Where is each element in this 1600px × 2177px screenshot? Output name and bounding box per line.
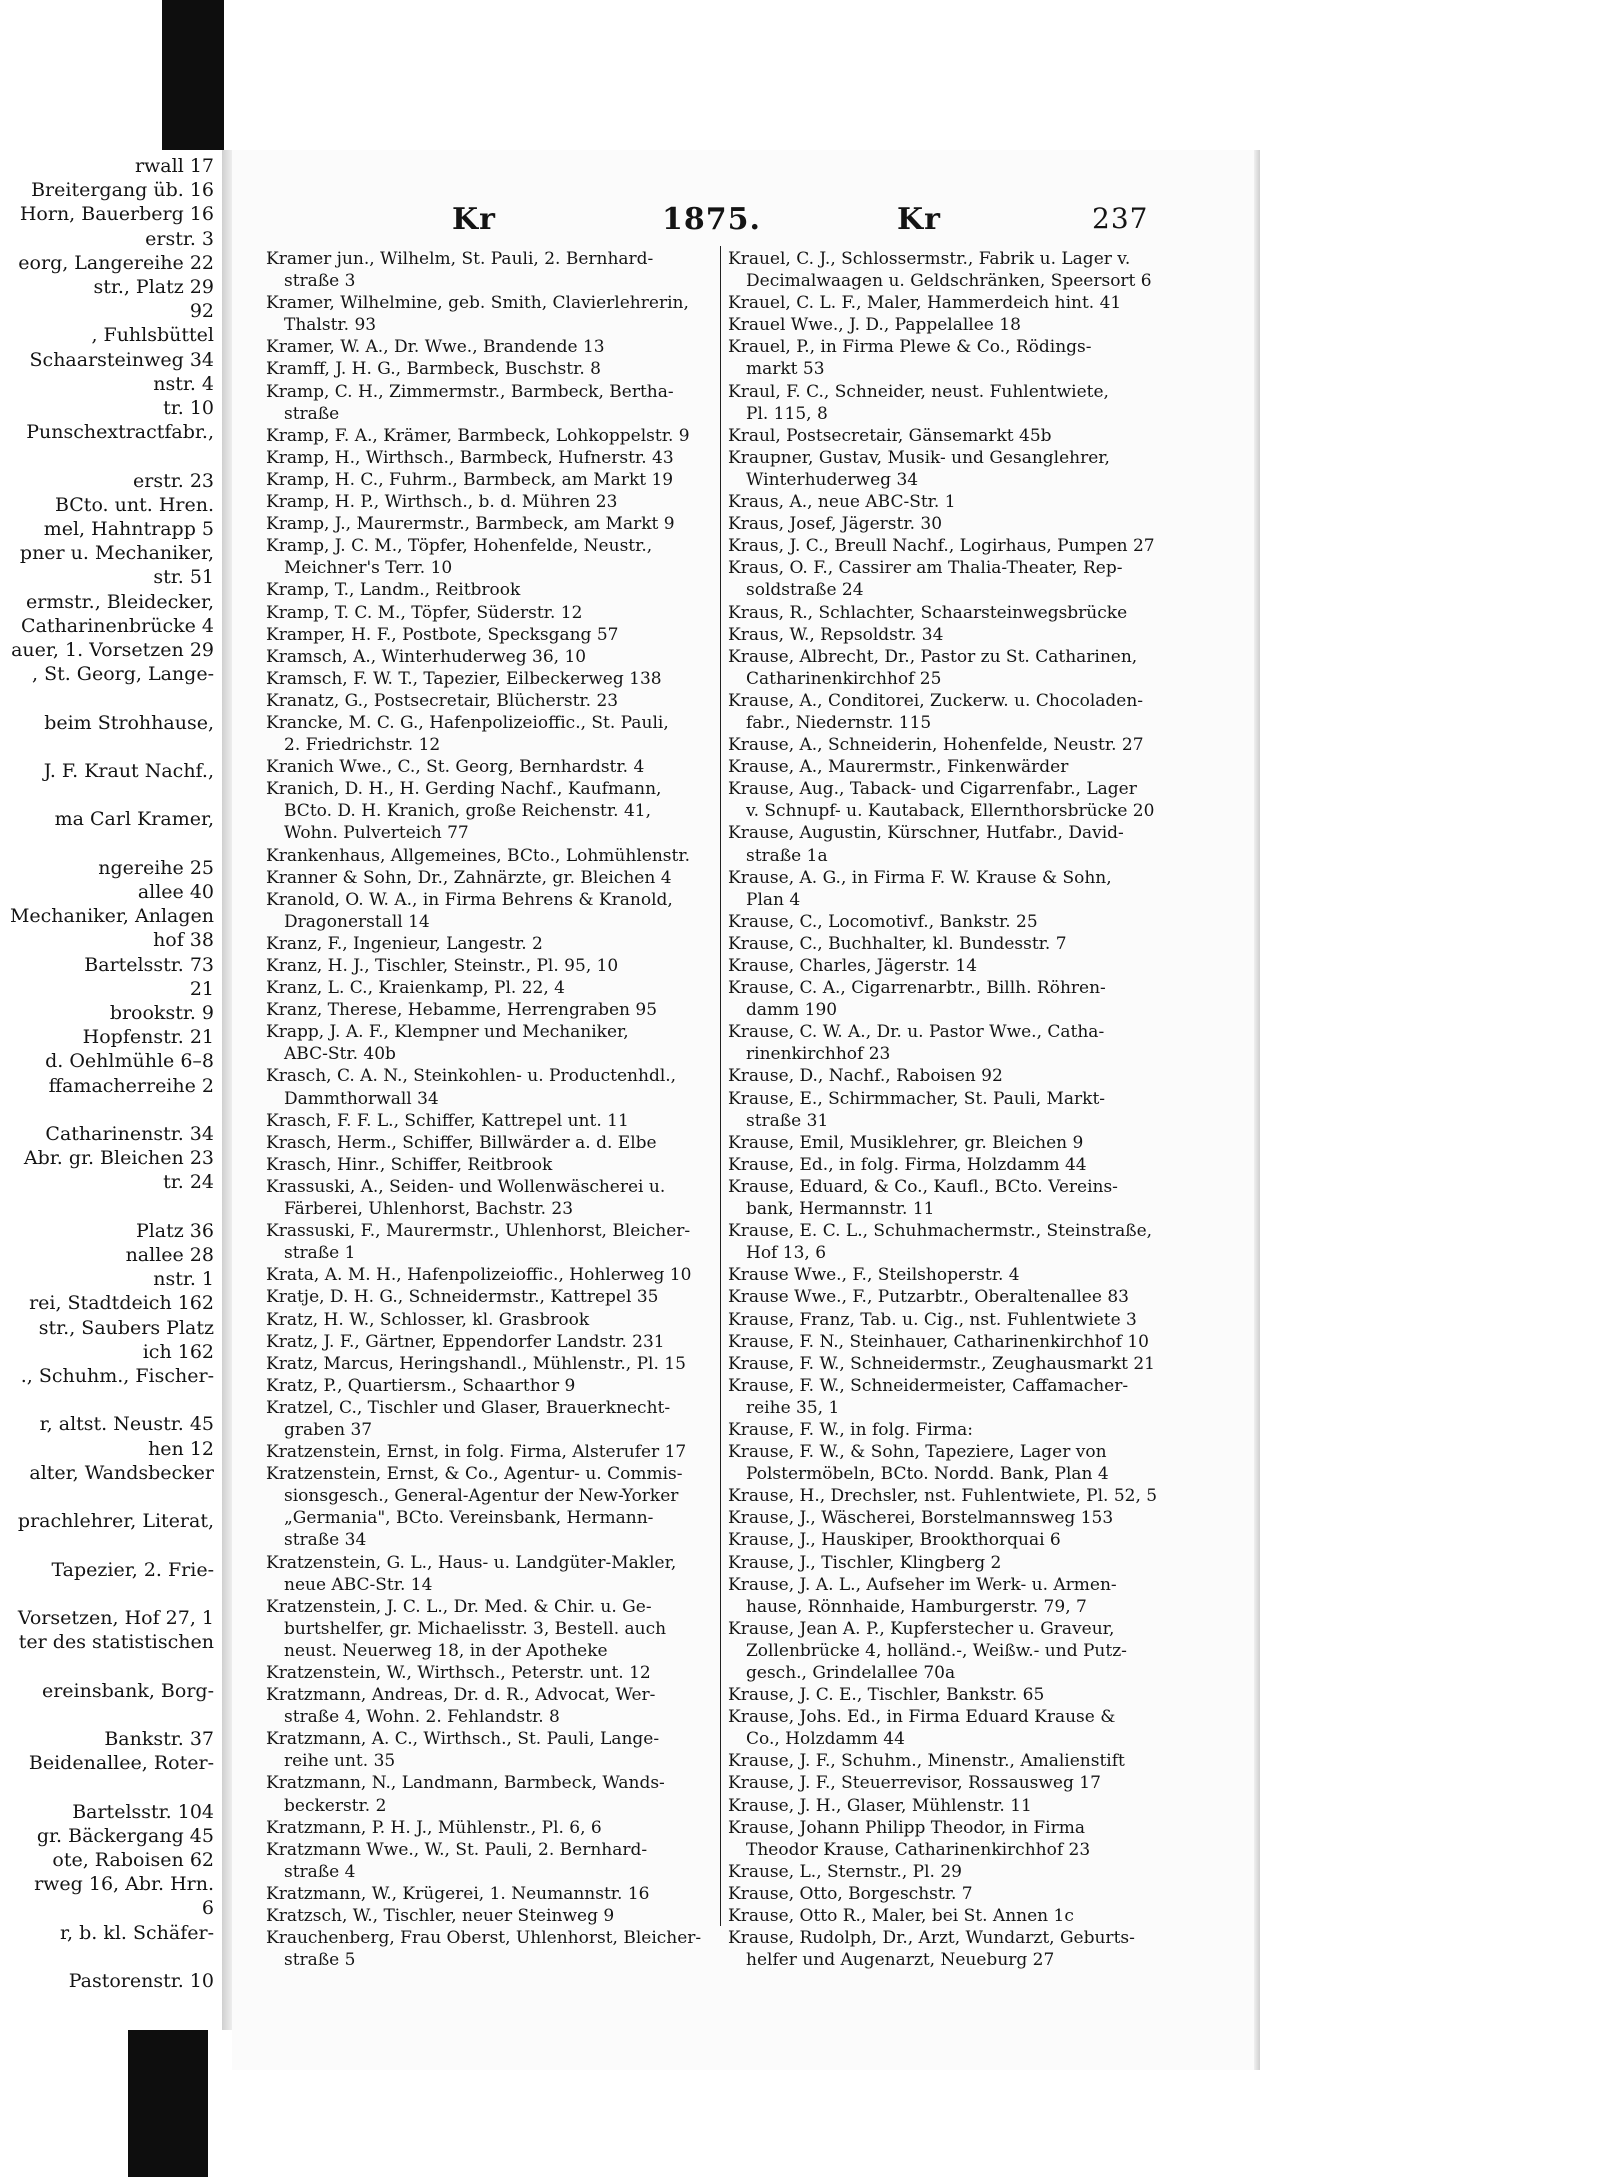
directory-entry-line: Krause, H., Drechsler, nst. Fuhlentwiete, Pl. 52, 5 bbox=[728, 1486, 1158, 1507]
directory-entry-line: Krause, Aug., Taback- und Cigarrenfabr., Lager bbox=[728, 779, 1137, 800]
entry-continuation-line: sionsgesch., General-Agentur der New-Yorker bbox=[284, 1486, 679, 1507]
left-page-line-fragment: ote, Raboisen 62 bbox=[52, 1849, 214, 1871]
left-page-line-fragment: erstr. 23 bbox=[133, 469, 214, 492]
directory-entry-line: Krauchenberg, Frau Oberst, Uhlenhorst, Bleicher- bbox=[266, 1928, 702, 1949]
entry-continuation-line: fabr., Niedernstr. 115 bbox=[746, 712, 932, 733]
directory-entry-line: Krause, Johs. Ed., in Firma Eduard Krause & bbox=[728, 1707, 1116, 1728]
directory-entry-line: Krause, J. A. L., Aufseher im Werk- u. Armen- bbox=[728, 1574, 1117, 1595]
directory-entry-line: Kramp, F. A., Krämer, Barmbeck, Lohkoppelstr. 9 bbox=[266, 425, 690, 446]
directory-entry-line: Kraus, W., Repsoldstr. 34 bbox=[728, 624, 944, 645]
entry-continuation-line: Catharinenkirchhof 25 bbox=[746, 668, 942, 689]
left-page-line-fragment: ermstr., Bleidecker, bbox=[25, 590, 214, 613]
entry-continuation-line: ABC-Str. 40b bbox=[284, 1044, 396, 1065]
directory-entry-line: Krause, F. N., Steinhauer, Catharinenkirchhof 10 bbox=[728, 1331, 1149, 1352]
entries-column-left bbox=[266, 248, 718, 1971]
left-page-line-fragment: rei, Stadtdeich 162 bbox=[29, 1292, 214, 1315]
entry-continuation-line: bank, Hermannstr. 11 bbox=[746, 1199, 935, 1220]
directory-entry-line: Krankenhaus, Allgemeines, BCto., Lohmühlenstr. bbox=[266, 845, 690, 866]
directory-entry-line: Krauel Wwe., J. D., Pappelallee 18 bbox=[728, 315, 1021, 336]
directory-entry-line: Krause, J. H., Glaser, Mühlenstr. 11 bbox=[728, 1795, 1032, 1816]
left-page-line-fragment: 6 bbox=[201, 1897, 214, 1920]
directory-entry-line: Kranz, L. C., Kraienkamp, Pl. 22, 4 bbox=[266, 978, 565, 999]
entry-continuation-line: Hof 13, 6 bbox=[746, 1243, 827, 1264]
entry-continuation-line: „Germania", BCto. Vereinsbank, Hermann- bbox=[284, 1508, 654, 1529]
left-page-line-fragment: tr. 24 bbox=[163, 1171, 214, 1194]
binding-shadow-top bbox=[162, 0, 224, 150]
directory-entry-line: Kratz, P., Quartiersm., Schaarthor 9 bbox=[266, 1375, 576, 1396]
directory-entry-line: Kramer jun., Wilhelm, St. Pauli, 2. Bernhard- bbox=[266, 249, 654, 269]
directory-entry-line: Kraul, F. C., Schneider, neust. Fuhlentwiete, bbox=[728, 381, 1109, 402]
left-page-line-fragment: str., Platz 29 bbox=[93, 276, 214, 298]
left-page-line-fragment: , Fuhlsbüttel bbox=[91, 324, 214, 347]
directory-entry-line: Kramper, H. F., Postbote, Specksgang 57 bbox=[266, 624, 619, 645]
left-page-line-fragment: rweg 16, Abr. Hrn. bbox=[34, 1873, 214, 1896]
directory-entry-line: Krause, Otto R., Maler, bei St. Annen 1c bbox=[728, 1906, 1074, 1927]
left-page-line-fragment: Catharinenstr. 34 bbox=[45, 1123, 214, 1145]
directory-entry-line: Kramsch, F. W. T., Tapezier, Eilbeckerweg 138 bbox=[266, 668, 662, 689]
directory-entry-line: Kratzenstein, W., Wirthsch., Peterstr. unt. 12 bbox=[266, 1663, 651, 1683]
directory-entry-line: Kratzmann, W., Krügerei, 1. Neumannstr. 16 bbox=[266, 1883, 650, 1904]
directory-entry-line: Kratzenstein, G. L., Haus- u. Landgüter-Makler, bbox=[266, 1552, 677, 1573]
directory-entry-line: Kratzenstein, Ernst, & Co., Agentur- u. Commis- bbox=[266, 1464, 683, 1485]
directory-entry-line: Kratzel, C., Tischler und Glaser, Brauerknecht- bbox=[266, 1397, 671, 1418]
directory-entry-line: Kraus, R., Schlachter, Schaarsteinwegsbrücke bbox=[728, 602, 1128, 623]
entry-continuation-line: straße 4, Wohn. 2. Fehlandstr. 8 bbox=[284, 1707, 560, 1728]
directory-entry-line: Krasch, C. A. N., Steinkohlen- u. Productenhdl., bbox=[266, 1066, 677, 1087]
left-page-line-fragment: Platz 36 bbox=[135, 1219, 214, 1242]
directory-entry-line: Kraus, O. F., Cassirer am Thalia-Theater, Rep- bbox=[728, 558, 1123, 579]
left-page-line-fragment: hof 38 bbox=[153, 929, 214, 952]
left-page-line-fragment: , St. Georg, Lange- bbox=[31, 663, 214, 686]
left-page-line-fragment: ich 162 bbox=[142, 1340, 214, 1363]
entry-continuation-line: 2. Friedrichstr. 12 bbox=[284, 735, 441, 756]
left-page-fragment bbox=[0, 155, 223, 1995]
entry-continuation-line: Wohn. Pulverteich 77 bbox=[284, 823, 469, 844]
entry-continuation-line: Theodor Krause, Catharinenkirchhof 23 bbox=[746, 1839, 1091, 1860]
left-page-line-fragment: 21 bbox=[189, 977, 214, 1000]
directory-entry-line: Kranich Wwe., C., St. Georg, Bernhardstr. 4 bbox=[266, 757, 645, 778]
directory-entry-line: Krassuski, A., Seiden- und Wollenwäscherei u. bbox=[266, 1176, 666, 1197]
directory-entry-line: Kranz, H. J., Tischler, Steinstr., Pl. 95, 10 bbox=[266, 956, 619, 976]
left-page-line-fragment: nstr. 4 bbox=[153, 372, 214, 395]
directory-entry-line: Krause, E. C. L., Schuhmachermstr., Steinstraße, bbox=[728, 1221, 1153, 1242]
directory-entry-line: Krause, J., Tischler, Klingberg 2 bbox=[728, 1552, 1002, 1573]
directory-entry-line: Krasch, F. F. L., Schiffer, Kattrepel unt. 11 bbox=[266, 1110, 629, 1131]
directory-entry-line: Kramp, H., Wirthsch., Barmbeck, Hufnerstr. 43 bbox=[266, 447, 674, 468]
directory-entry-line: Krause, C. W. A., Dr. u. Pastor Wwe., Catha- bbox=[728, 1022, 1105, 1043]
left-page-line-fragment: BCto. unt. Hren. bbox=[54, 493, 214, 516]
left-page-line-fragment: str. 51 bbox=[153, 566, 214, 589]
directory-page bbox=[232, 150, 1260, 2070]
directory-entry-line: Krause, Emil, Musiklehrer, gr. Bleichen 9 bbox=[728, 1132, 1084, 1153]
directory-entry-line: Krause, J., Hauskiper, Brookthorquai 6 bbox=[728, 1530, 1061, 1551]
directory-entry-line: Kratje, D. H. G., Schneidermstr., Kattrepel 35 bbox=[266, 1287, 659, 1308]
directory-entry-line: Kramsch, A., Winterhuderweg 36, 10 bbox=[266, 646, 587, 667]
entry-continuation-line: neust. Neuerweg 18, in der Apotheke bbox=[284, 1640, 608, 1661]
entry-continuation-line: Dammthorwall 34 bbox=[284, 1088, 439, 1109]
directory-entry-line: Krause Wwe., F., Steilshoperstr. 4 bbox=[728, 1265, 1020, 1286]
left-page-line-fragment: nstr. 1 bbox=[153, 1268, 214, 1291]
directory-entry-line: Kramp, J., Maurermstr., Barmbeck, am Markt 9 bbox=[266, 514, 675, 535]
left-page-line-fragment: ., Schuhm., Fischer- bbox=[20, 1365, 214, 1387]
left-page-line-fragment: prachlehrer, Literat, bbox=[17, 1510, 214, 1533]
entry-continuation-line: Co., Holzdamm 44 bbox=[746, 1729, 905, 1750]
entry-continuation-line: helfer und Augenarzt, Neueburg 27 bbox=[746, 1950, 1055, 1971]
left-page-line-fragment: eorg, Langereihe 22 bbox=[18, 251, 214, 274]
left-page-line-fragment: Hopfenstr. 21 bbox=[82, 1026, 214, 1049]
directory-entry-line: Kranz, Therese, Hebamme, Herrengraben 95 bbox=[266, 1000, 658, 1021]
directory-entry-line: Kraus, Josef, Jägerstr. 30 bbox=[728, 514, 943, 535]
directory-entry-line: Kramff, J. H. G., Barmbeck, Buschstr. 8 bbox=[266, 359, 602, 380]
entry-continuation-line: graben 37 bbox=[284, 1419, 373, 1440]
directory-entry-line: Kratzenstein, Ernst, in folg. Firma, Alsterufer 17 bbox=[266, 1442, 687, 1463]
entry-continuation-line: beckerstr. 2 bbox=[284, 1795, 387, 1816]
page-header bbox=[232, 202, 1232, 242]
left-page-line-fragment: nallee 28 bbox=[125, 1244, 214, 1266]
directory-entry-line: Krasch, Herm., Schiffer, Billwärder a. d. Elbe bbox=[266, 1132, 657, 1153]
directory-entry-line: Krause, A., Conditorei, Zuckerw. u. Chocoladen- bbox=[728, 690, 1144, 711]
left-page-line-fragment: Horn, Bauerberg 16 bbox=[19, 203, 214, 226]
directory-entry-line: Krause, A. G., in Firma F. W. Krause & Sohn, bbox=[728, 867, 1112, 888]
directory-entry-line: Kramp, H. P., Wirthsch., b. d. Mühren 23 bbox=[266, 492, 618, 513]
left-page-line-fragment: Punschextractfabr., bbox=[26, 421, 214, 444]
directory-entry-line: Krause, C., Locomotivf., Bankstr. 25 bbox=[728, 911, 1038, 932]
entry-continuation-line: Thalstr. 93 bbox=[284, 315, 377, 336]
directory-entry-line: Kratz, J. F., Gärtner, Eppendorfer Landstr. 231 bbox=[266, 1331, 665, 1352]
left-page-line-fragment: Vorsetzen, Hof 27, 1 bbox=[17, 1607, 214, 1629]
directory-entry-line: Kramp, T. C. M., Töpfer, Süderstr. 12 bbox=[266, 602, 583, 623]
entry-continuation-line: straße bbox=[284, 403, 340, 424]
directory-entry-line: Kranner & Sohn, Dr., Zahnärzte, gr. Bleichen 4 bbox=[266, 867, 672, 888]
directory-entry-line: Kratz, Marcus, Heringshandl., Mühlenstr., Pl. 15 bbox=[266, 1353, 686, 1374]
left-page-line-fragment: alter, Wandsbecker bbox=[29, 1461, 214, 1484]
entry-continuation-line: Pl. 115, 8 bbox=[746, 403, 828, 424]
left-page-line-fragment: pner u. Mechaniker, bbox=[19, 542, 214, 565]
directory-entry-line: Krause, J. F., Steuerrevisor, Rossausweg 17 bbox=[728, 1773, 1101, 1794]
directory-entry-line: Kratzmann, Andreas, Dr. d. R., Advocat, Wer- bbox=[266, 1685, 656, 1706]
left-page-line-fragment: mel, Hahntrapp 5 bbox=[43, 518, 214, 540]
entry-continuation-line: v. Schnupf- u. Kautaback, Ellernthorsbrücke 20 bbox=[746, 801, 1155, 822]
directory-entry-line: Kranold, O. W. A., in Firma Behrens & Kranold, bbox=[266, 889, 673, 910]
entries-column-right bbox=[728, 248, 1198, 1971]
left-page-line-fragment: Bartelsstr. 104 bbox=[72, 1800, 214, 1823]
directory-entry-line: Krassuski, F., Maurermstr., Uhlenhorst, Bleicher- bbox=[266, 1221, 691, 1242]
header-year: 1875. bbox=[662, 202, 761, 237]
left-page-line-fragment: Tapezier, 2. Frie- bbox=[51, 1558, 214, 1581]
directory-entry-line: Krause, L., Sternstr., Pl. 29 bbox=[728, 1861, 962, 1882]
entry-continuation-line: Polstermöbeln, BCto. Nordd. Bank, Plan 4 bbox=[746, 1464, 1109, 1485]
directory-entry-line: Krause, Jean A. P., Kupferstecher u. Graveur, bbox=[728, 1618, 1115, 1639]
directory-entry-line: Krauel, C. J., Schlossermstr., Fabrik u. Lager v. bbox=[728, 249, 1131, 269]
entry-continuation-line: soldstraße 24 bbox=[746, 580, 864, 601]
directory-entry-line: Krause, D., Nachf., Raboisen 92 bbox=[728, 1066, 1003, 1087]
directory-entry-line: Krause, A., Schneiderin, Hohenfelde, Neustr. 27 bbox=[728, 735, 1144, 756]
entry-continuation-line: straße 4 bbox=[284, 1861, 356, 1882]
entry-continuation-line: rinenkirchhof 23 bbox=[746, 1044, 891, 1065]
directory-entry-line: Krause, A., Maurermstr., Finkenwärder bbox=[728, 757, 1069, 778]
entry-continuation-line: straße 34 bbox=[284, 1530, 367, 1551]
left-page-line-fragment: str., Saubers Platz bbox=[38, 1316, 214, 1339]
left-page-line-fragment: hen 12 bbox=[148, 1437, 214, 1460]
directory-entry-line: Krauel, P., in Firma Plewe & Co., Rödings- bbox=[728, 337, 1092, 358]
page-edge-right bbox=[1254, 150, 1260, 2070]
directory-entry-line: Kratzmann, N., Landmann, Barmbeck, Wands- bbox=[266, 1773, 665, 1794]
entry-continuation-line: straße 1 bbox=[284, 1243, 356, 1264]
entry-continuation-line: reihe unt. 35 bbox=[284, 1751, 396, 1772]
directory-entry-line: Krause, F. W., in folg. Firma: bbox=[728, 1419, 973, 1440]
directory-entry-line: Krause, F. W., Schneidermstr., Zeughausmarkt 21 bbox=[728, 1353, 1155, 1374]
left-page-line-fragment: d. Oehlmühle 6–8 bbox=[45, 1050, 214, 1073]
binding-shadow-bottom bbox=[128, 2030, 208, 2177]
entry-continuation-line: gesch., Grindelallee 70a bbox=[746, 1663, 956, 1683]
entry-continuation-line: BCto. D. H. Kranich, große Reichenstr. 41, bbox=[284, 801, 651, 822]
directory-entry-line: Krata, A. M. H., Hafenpolizeioffic., Hohlerweg 10 bbox=[266, 1265, 692, 1286]
left-page-line-fragment: auer, 1. Vorsetzen 29 bbox=[11, 639, 214, 661]
directory-entry-line: Krause, Rudolph, Dr., Arzt, Wundarzt, Geburts- bbox=[728, 1928, 1135, 1949]
directory-entry-line: Krause, C., Buchhalter, kl. Bundesstr. 7 bbox=[728, 933, 1067, 954]
directory-entry-line: Kraupner, Gustav, Musik- und Gesanglehrer, bbox=[728, 447, 1110, 468]
entry-continuation-line: reihe 35, 1 bbox=[746, 1397, 840, 1418]
directory-entry-line: Krause Wwe., F., Putzarbtr., Oberaltenallee 83 bbox=[728, 1287, 1129, 1308]
directory-entry-line: Krause, Franz, Tab. u. Cig., nst. Fuhlentwiete 3 bbox=[728, 1309, 1137, 1330]
header-left-letters: Kr bbox=[452, 202, 496, 237]
left-page-line-fragment: Bankstr. 37 bbox=[104, 1728, 214, 1750]
directory-entry-line: Krause, E., Schirmmacher, St. Pauli, Markt- bbox=[728, 1088, 1106, 1109]
directory-entry-line: Kramp, T., Landm., Reitbrook bbox=[266, 580, 521, 601]
directory-entry-line: Kratz, H. W., Schlosser, kl. Grasbrook bbox=[266, 1309, 590, 1330]
left-page-line-fragment: ma Carl Kramer, bbox=[54, 808, 214, 831]
directory-entry-line: Krause, J., Wäscherei, Borstelmannsweg 153 bbox=[728, 1508, 1114, 1529]
entry-continuation-line: damm 190 bbox=[746, 1000, 838, 1021]
directory-entry-line: Krause, C. A., Cigarrenarbtr., Billh. Röhren- bbox=[728, 978, 1106, 999]
left-page-line-fragment: ter des statistischen bbox=[18, 1631, 214, 1654]
directory-entry-line: Kranich, D. H., H. Gerding Nachf., Kaufmann, bbox=[266, 779, 662, 800]
left-page-line-fragment: r, altst. Neustr. 45 bbox=[39, 1413, 214, 1436]
entry-continuation-line: straße 3 bbox=[284, 271, 356, 292]
directory-entry-line: Kramp, H. C., Fuhrm., Barmbeck, am Markt 19 bbox=[266, 469, 674, 490]
directory-entry-line: Kratzmann, A. C., Wirthsch., St. Pauli, Lange- bbox=[266, 1729, 660, 1750]
directory-entry-line: Krauel, C. L. F., Maler, Hammerdeich hint. 41 bbox=[728, 293, 1122, 314]
entry-continuation-line: Winterhuderweg 34 bbox=[746, 469, 919, 490]
directory-entry-line: Kramp, C. H., Zimmermstr., Barmbeck, Bertha- bbox=[266, 381, 674, 402]
left-page-line-fragment: Beidenallee, Roter- bbox=[28, 1752, 214, 1775]
directory-entry-line: Kramp, J. C. M., Töpfer, Hohenfelde, Neustr., bbox=[266, 536, 653, 557]
directory-entry-line: Kranatz, G., Postsecretair, Blücherstr. 23 bbox=[266, 690, 619, 711]
left-page-line-fragment: Pastorenstr. 10 bbox=[68, 1970, 214, 1992]
left-page-line-fragment: erstr. 3 bbox=[145, 227, 214, 250]
directory-entry-line: Kranz, F., Ingenieur, Langestr. 2 bbox=[266, 933, 543, 954]
left-page-line-fragment: 92 bbox=[189, 300, 214, 323]
directory-entry-line: Kraus, J. C., Breull Nachf., Logirhaus, Pumpen 27 bbox=[728, 536, 1155, 557]
directory-entry-line: Kratzmann Wwe., W., St. Pauli, 2. Bernhard- bbox=[266, 1839, 648, 1860]
entry-continuation-line: hause, Rönnhaide, Hamburgerstr. 79, 7 bbox=[746, 1596, 1087, 1617]
left-page-line-fragment: beim Strohhause, bbox=[44, 711, 214, 734]
entry-continuation-line: burtshelfer, gr. Michaelisstr. 3, Bestell. auch bbox=[284, 1618, 667, 1639]
left-page-line-fragment: ngereihe 25 bbox=[98, 856, 214, 879]
column-divider bbox=[720, 246, 721, 1926]
directory-entry-line: Kraul, Postsecretair, Gänsemarkt 45b bbox=[728, 425, 1052, 446]
directory-entry-line: Krause, Albrecht, Dr., Pastor zu St. Catharinen, bbox=[728, 646, 1138, 667]
directory-entry-line: Krause, F. W., Schneidermeister, Caffamacher- bbox=[728, 1375, 1129, 1396]
left-page-line-fragment: ereinsbank, Borg- bbox=[41, 1679, 214, 1702]
directory-entry-line: Krapp, J. A. F., Klempner und Mechaniker, bbox=[266, 1022, 629, 1043]
entry-continuation-line: Zollenbrücke 4, holländ.-, Weißw.- und Putz- bbox=[746, 1640, 1127, 1661]
directory-entry-line: Krause, Otto, Borgeschstr. 7 bbox=[728, 1883, 973, 1904]
directory-entry-line: Krasch, Hinr., Schiffer, Reitbrook bbox=[266, 1154, 553, 1175]
left-page-line-fragment: Schaarsteinweg 34 bbox=[29, 348, 214, 371]
left-page-line-fragment: Catharinenbrücke 4 bbox=[21, 614, 214, 637]
entry-continuation-line: Decimalwaagen u. Geldschränken, Speersort 6 bbox=[746, 271, 1152, 292]
directory-entry-line: Krause, Ed., in folg. Firma, Holzdamm 44 bbox=[728, 1154, 1087, 1175]
left-page-line-fragment: gr. Bäckergang 45 bbox=[36, 1824, 214, 1847]
directory-entry-line: Kratzmann, P. H. J., Mühlenstr., Pl. 6, 6 bbox=[266, 1817, 602, 1838]
entry-continuation-line: straße 5 bbox=[284, 1950, 356, 1971]
left-page-line-fragment: r, b. kl. Schäfer- bbox=[60, 1921, 214, 1944]
directory-entry-line: Kramer, Wilhelmine, geb. Smith, Clavierlehrerin, bbox=[266, 293, 689, 314]
left-page-line-fragment: brookstr. 9 bbox=[109, 1002, 214, 1024]
directory-entry-line: Kratzenstein, J. C. L., Dr. Med. & Chir. u. Ge- bbox=[266, 1596, 652, 1617]
entry-continuation-line: markt 53 bbox=[746, 359, 825, 380]
page-number: 237 bbox=[1092, 202, 1149, 235]
left-page-line-fragment: allee 40 bbox=[137, 881, 214, 903]
directory-entry-line: Krause, Eduard, & Co., Kaufl., BCto. Vereins- bbox=[728, 1176, 1118, 1197]
directory-entry-line: Krause, J. F., Schuhm., Minenstr., Amalienstift bbox=[728, 1751, 1125, 1772]
entry-continuation-line: straße 31 bbox=[746, 1110, 829, 1131]
left-page-line-fragment: Mechaniker, Anlagen bbox=[9, 905, 214, 928]
entry-continuation-line: neue ABC-Str. 14 bbox=[284, 1574, 433, 1595]
left-page-line-fragment: Abr. gr. Bleichen 23 bbox=[23, 1147, 214, 1170]
left-page-line-fragment: J. F. Kraut Nachf., bbox=[43, 760, 214, 782]
directory-entry-line: Kratzsch, W., Tischler, neuer Steinweg 9 bbox=[266, 1906, 615, 1927]
directory-entry-line: Krause, Augustin, Kürschner, Hutfabr., David- bbox=[728, 823, 1124, 844]
left-page-line-fragment: Bartelsstr. 73 bbox=[84, 953, 214, 976]
entry-continuation-line: Plan 4 bbox=[746, 889, 801, 910]
directory-entry-line: Krause, Charles, Jägerstr. 14 bbox=[728, 956, 978, 976]
directory-entry-line: Krancke, M. C. G., Hafenpolizeioffic., St. Pauli, bbox=[266, 712, 669, 733]
left-page-line-fragment: tr. 10 bbox=[163, 397, 214, 419]
directory-entry-line: Krause, J. C. E., Tischler, Bankstr. 65 bbox=[728, 1685, 1045, 1706]
entry-continuation-line: straße 1a bbox=[746, 845, 828, 866]
directory-entry-line: Kraus, A., neue ABC-Str. 1 bbox=[728, 492, 956, 513]
left-page-line-fragment: ffamacherreihe 2 bbox=[48, 1074, 214, 1097]
entry-continuation-line: Meichner's Terr. 10 bbox=[284, 558, 453, 579]
left-page-line-fragment: Breitergang üb. 16 bbox=[31, 179, 214, 202]
directory-entry-line: Krause, F. W., & Sohn, Tapeziere, Lager von bbox=[728, 1442, 1107, 1463]
directory-entry-line: Krause, Johann Philipp Theodor, in Firma bbox=[728, 1817, 1085, 1838]
left-page-line-fragment: rwall 17 bbox=[134, 155, 214, 177]
header-right-letters: Kr bbox=[897, 202, 941, 237]
directory-entry-line: Kramer, W. A., Dr. Wwe., Brandende 13 bbox=[266, 337, 605, 358]
entry-continuation-line: Dragonerstall 14 bbox=[284, 911, 430, 932]
entry-continuation-line: Färberei, Uhlenhorst, Bachstr. 23 bbox=[284, 1199, 574, 1220]
